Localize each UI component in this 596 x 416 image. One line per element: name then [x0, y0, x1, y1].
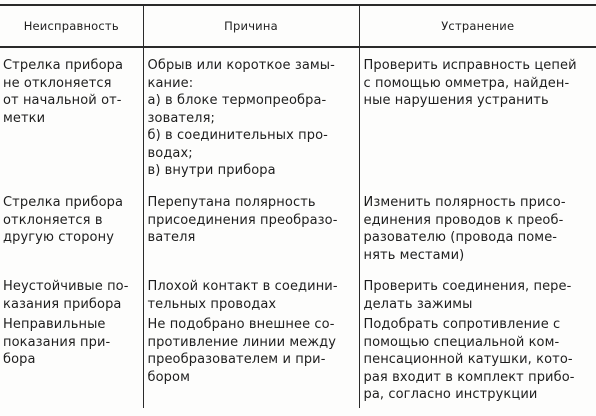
remedy-cell: Проверить соединения, пере- делать зажимы [359, 278, 596, 316]
table-header-row [0, 5, 596, 47]
table-row [0, 316, 596, 408]
cause-cell: Не подобрано внешнее со- противление линии между преобразователем и при- бором [143, 316, 359, 408]
fault-cell: Неправильные показания при- бора [3, 317, 111, 367]
table-row [0, 278, 596, 316]
troubleshooting-table [0, 4, 596, 408]
header-fault: Неисправность [0, 5, 143, 47]
remedy-cell: Проверить исправность цепей с помощью омметра, найден- ные нарушения устранить [359, 47, 596, 194]
cause-cell: Обрыв или короткое замы- кание: а) в блоке термопреобра- зователя; б) в соединительных про- водах; в) внутри прибора [143, 47, 359, 194]
remedy-cell: Подобрать сопротивление с помощью специальной ком- пенсационной катушки, кото- рая входит в комплект прибо- ра, согласно инструкции [359, 316, 596, 408]
table-row [0, 47, 596, 194]
fault-cell: Стрелка прибора отклоняется в другую сторону [3, 195, 124, 245]
table-row [0, 194, 596, 278]
fault-cell: Неустойчивые по- казания прибора [3, 279, 129, 312]
header-cause: Причина [143, 5, 359, 47]
cause-cell: Перепутана полярность присоединения преобразо- вателя [143, 194, 359, 278]
cause-cell: Плохой контакт в соедини- тельных проводах [143, 278, 359, 316]
header-remedy: Устранение [359, 5, 596, 47]
fault-cell: Стрелка прибора не отклоняется от начальной от- метки [3, 58, 124, 126]
remedy-cell: Изменить полярность присо- единения проводов к преоб- разователю (провода поме- нять местами) [359, 194, 596, 278]
